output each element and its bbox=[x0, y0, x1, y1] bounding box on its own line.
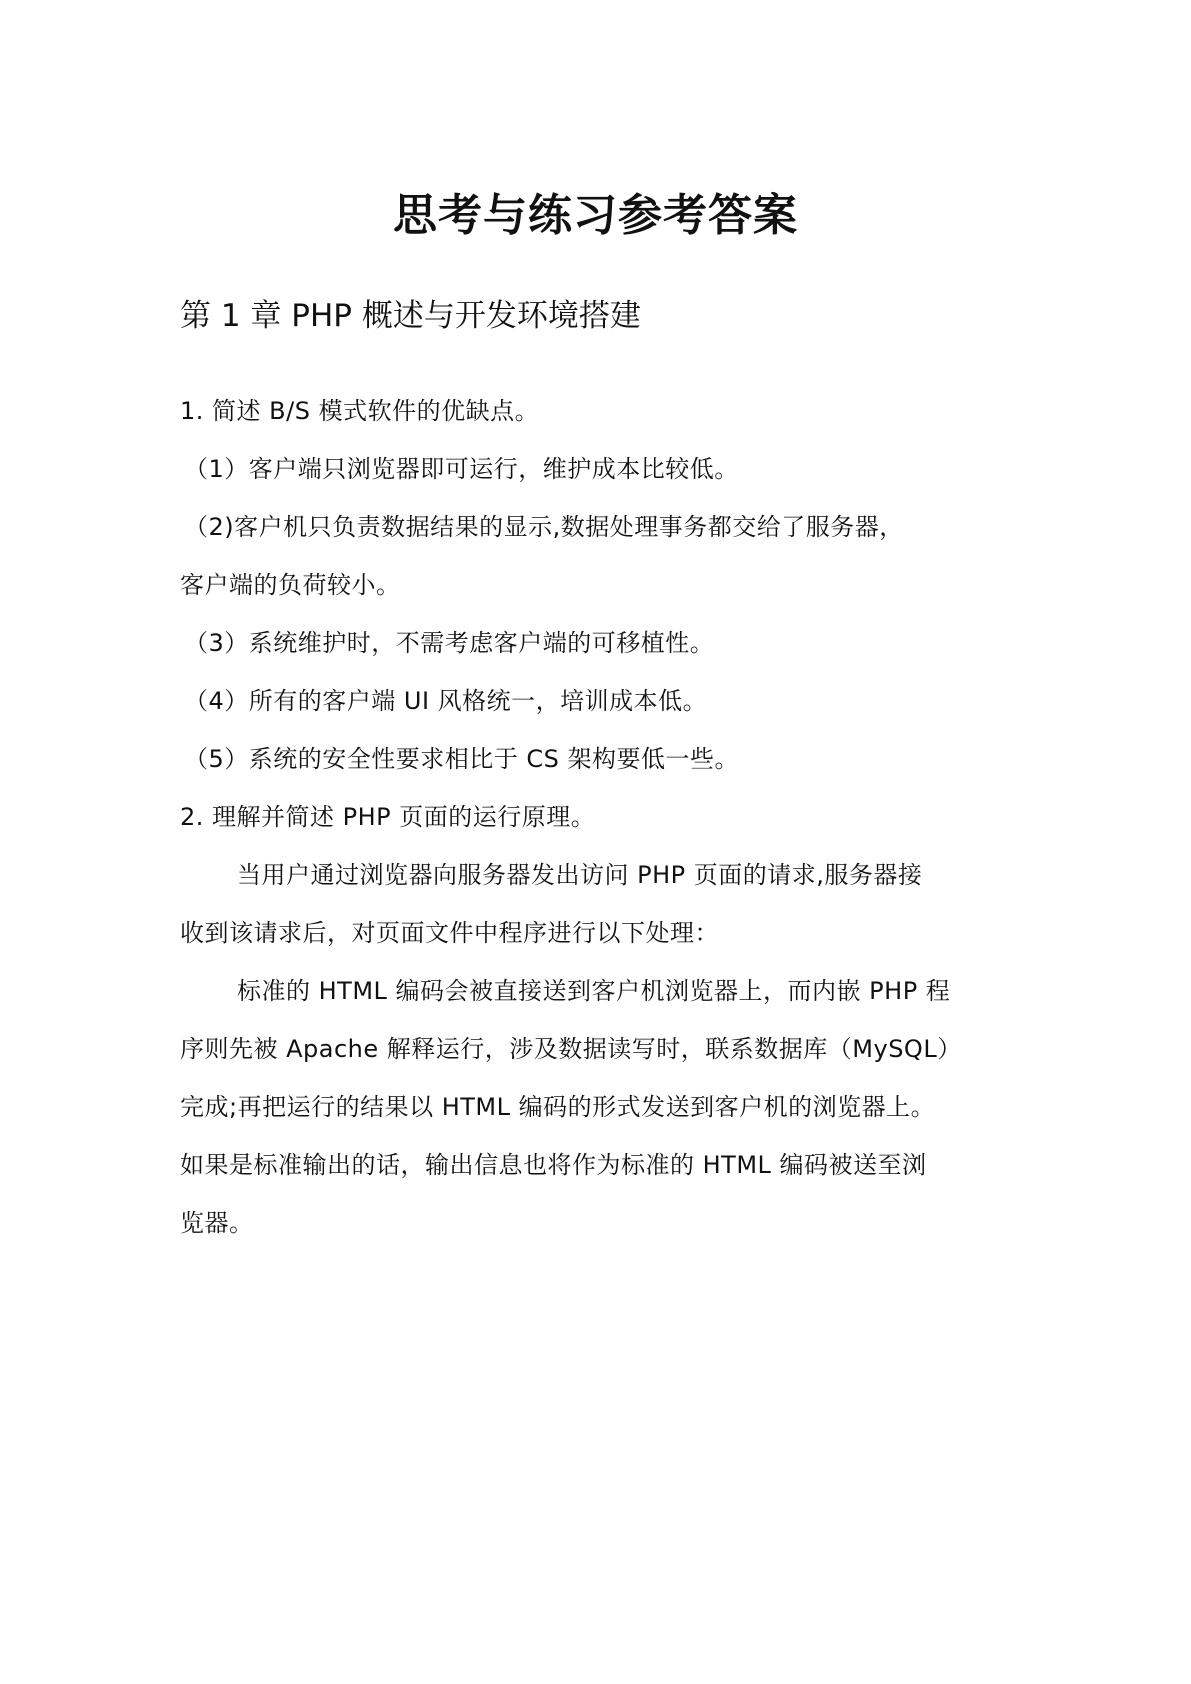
page-title: 思考与练习参考答案 bbox=[393, 190, 798, 241]
answer-2-paragraph-1-line-1: 当用户通过浏览器向服务器发出访问 PHP 页面的请求,服务器接 bbox=[237, 861, 923, 889]
question-1: 1. 简述 B/S 模式软件的优缺点。 bbox=[180, 397, 540, 425]
answer-1-item-3: （3）系统维护时，不需考虑客户端的可移植性。 bbox=[184, 629, 715, 657]
answer-1-item-2-continued: 客户端的负荷较小。 bbox=[180, 571, 401, 599]
answer-2-paragraph-2-line-4: 如果是标准输出的话，输出信息也将作为标准的 HTML 编码被送至浏 bbox=[180, 1151, 927, 1179]
answer-1-item-2: （2)客户机只负责数据结果的显示,数据处理事务都交给了服务器， bbox=[184, 513, 904, 541]
chapter-heading: 第 1 章 PHP 概述与开发环境搭建 bbox=[180, 298, 641, 334]
answer-1-item-5: （5）系统的安全性要求相比于 CS 架构要低一些。 bbox=[184, 745, 740, 773]
answer-1-item-4: （4）所有的客户端 UI 风格统一，培训成本低。 bbox=[184, 687, 708, 715]
answer-2-paragraph-2-line-1: 标准的 HTML 编码会被直接送到客户机浏览器上，而内嵌 PHP 程 bbox=[237, 977, 951, 1005]
question-2: 2. 理解并简述 PHP 页面的运行原理。 bbox=[180, 803, 596, 831]
answer-2-paragraph-2-line-3: 完成;再把运行的结果以 HTML 编码的形式发送到客户机的浏览器上。 bbox=[180, 1093, 936, 1121]
answer-2-paragraph-2-line-5: 览器。 bbox=[180, 1209, 254, 1237]
answer-2-paragraph-2-line-2: 序则先被 Apache 解释运行，涉及数据读写时，联系数据库（MySQL） bbox=[180, 1035, 962, 1063]
answer-2-paragraph-1-line-2: 收到该请求后，对页面文件中程序进行以下处理： bbox=[180, 919, 719, 947]
answer-1-item-1: （1）客户端只浏览器即可运行，维护成本比较低。 bbox=[184, 455, 739, 483]
